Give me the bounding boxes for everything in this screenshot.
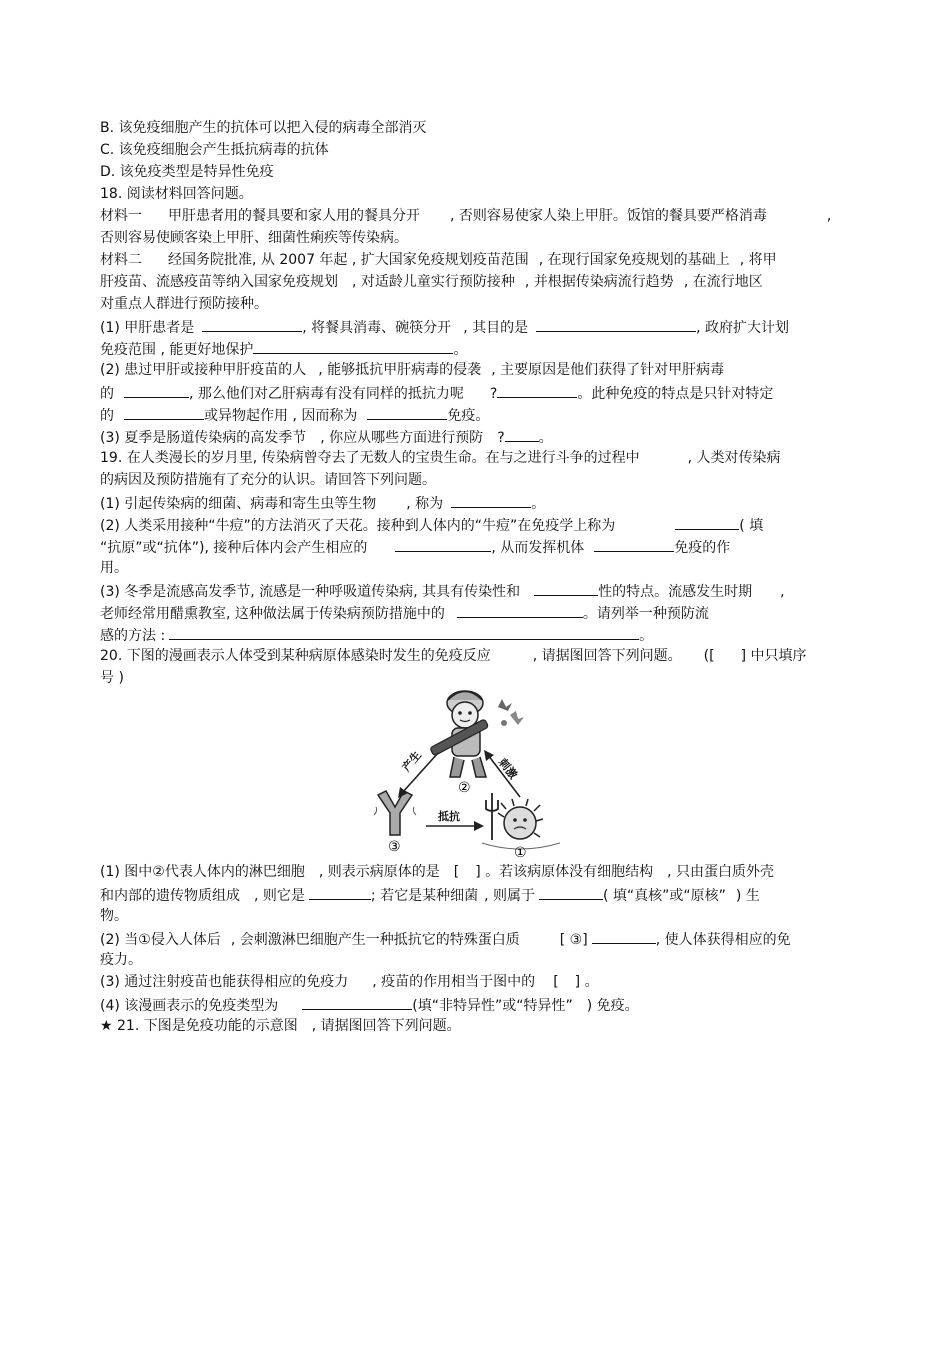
q18-1-line-1: (1) 甲肝患者是 , 将餐具消毒、碗筷分开 , 其目的是 , 政府扩大计划 [100, 316, 850, 338]
q18-2-line-2: 的 , 那么他们对乙肝病毒有没有同样的抵抗力呢 ? 。此种免疫的特点是只针对特定 [100, 382, 850, 404]
question-18-title: 18. 阅读材料回答问题。 [100, 186, 253, 202]
q19-line-1: 19. 在人类漫长的岁月里, 传染病曾夺去了无数人的宝贵生命。在与之进行斗争的过程中 , 人类对传染病 [100, 450, 781, 466]
q20-4: (4) 该漫画表示的免疫类型为 (填“非特异性”或“特异性” ) 免疫。 [100, 994, 850, 1016]
q19-3-line-1: (3) 冬季是流感高发季节, 流感是一种呼吸道传染病, 其具有传染性和 性的特点。流感发生时期 , [100, 580, 850, 602]
answer-blank[interactable] [302, 994, 412, 1010]
q20-2-line-2: 疫力。 [100, 952, 142, 968]
answer-blank[interactable] [124, 404, 204, 420]
q19-2-line-3: 用。 [100, 560, 128, 576]
material-1-line-1: 材料一 甲肝患者用的餐具要和家人用的餐具分开 , 否则容易使家人染上甲肝。饭馆的餐具要严格消毒 , [100, 208, 832, 224]
q20-3: (3) 通过注射疫苗也能获得相应的免疫力 , 疫苗的作用相当于图中的 [ ] 。 [100, 974, 599, 990]
q19-2-line-1: (2) 人类采用接种“牛痘”的方法消灭了天花。接种到人体内的“牛痘”在免疫学上称为 ( 填 [100, 514, 850, 536]
pathogen-figure [482, 793, 560, 849]
q20-2-line-1: (2) 当①侵入人体后 , 会刺激淋巴细胞产生一种抵抗它的特殊蛋白质 [ ③] , 使人体获得相应的免 [100, 928, 850, 950]
q20-1-line-3: 物。 [100, 908, 128, 924]
material-2-line-2: 肝疫苗、流感疫苗等纳入国家免疫规划 , 对适龄儿童实行预防接种 , 并根据传染病流行趋势 , 在流行地区 [100, 274, 763, 290]
answer-blank[interactable] [169, 624, 639, 640]
antibody-figure [374, 791, 416, 835]
label-stimulate: 刺激 [495, 756, 520, 782]
number-3: ③ [388, 839, 401, 855]
q20-1-line-2: 和内部的遗传物质组成 , 则它是 ; 若它是某种细菌 , 则属于 ( 填“真核”或“原核” ) 生 [100, 884, 850, 906]
q18-1-line-2: 免疫范围 , 能更好地保护 。 [100, 338, 850, 360]
material-2-line-3: 对重点人群进行预防接种。 [100, 296, 268, 312]
q21: ★ 21. 下图是免疫功能的示意图 , 请据图回答下列问题。 [100, 1018, 461, 1034]
option-c: C. 该免疫细胞会产生抵抗病毒的抗体 [100, 142, 329, 158]
q19-1: (1) 引起传染病的细菌、病毒和寄生虫等生物 , 称为 。 [100, 492, 850, 514]
label-produce: 产生 [399, 748, 424, 774]
answer-blank[interactable] [592, 928, 656, 944]
answer-blank[interactable] [497, 382, 577, 398]
q19-2-line-2: “抗原”或“抗体”), 接种后体内会产生相应的 , 从而发挥机体 免疫的作 [100, 536, 850, 558]
answer-blank[interactable] [594, 536, 674, 552]
q20-1-line-1: (1) 图中②代表人体内的淋巴细胞 , 则表示病原体的是 [ ] 。若该病原体没有细胞结构 , 只由蛋白质外壳 [100, 864, 775, 880]
answer-blank[interactable] [202, 316, 302, 332]
answer-blank[interactable] [457, 602, 583, 618]
q19-line-2: 的病因及预防措施有了充分的认识。请回答下列问题。 [100, 472, 436, 488]
q20-line-1: 20. 下图的漫画表示人体受到某种病原体感染时发生的免疫反应 , 请据图回答下列问题。 ([ ] 中只填序 [100, 648, 807, 664]
answer-blank[interactable] [534, 580, 598, 596]
q18-2-line-3: 的 或异物起作用 , 因而称为 免疫。 [100, 404, 850, 426]
q20-line-2: 号 ) [100, 670, 124, 686]
answer-blank[interactable] [367, 404, 447, 420]
label-resist: 抵抗 [438, 810, 460, 823]
q19-3-line-3: 感的方法 : 。 [100, 624, 850, 646]
cartoon-svg [370, 685, 585, 860]
answer-blank[interactable] [675, 514, 739, 530]
immune-response-cartoon [370, 685, 585, 860]
q19-3-line-2: 老师经常用醋熏教室, 这种做法属于传染病预防措施中的 。请列举一种预防流 [100, 602, 850, 624]
option-b: B. 该免疫细胞产生的抗体可以把入侵的病毒全部消灭 [100, 120, 427, 136]
answer-blank[interactable] [451, 492, 531, 508]
answer-blank[interactable] [536, 316, 696, 332]
q18-3: (3) 夏季是肠道传染病的高发季节 , 你应从哪些方面进行预防 ? 。 [100, 426, 850, 448]
answer-blank[interactable] [539, 884, 603, 900]
material-2-line-1: 材料二 经国务院批准, 从 2007 年起 , 扩大国家免疫规划疫苗范围 , 在现行国家免疫规划的基础上 , 将甲 [100, 252, 777, 268]
number-1: ① [514, 845, 527, 860]
answer-blank[interactable] [124, 382, 189, 398]
answer-blank[interactable] [505, 426, 539, 442]
option-d: D. 该免疫类型是特异性免疫 [100, 164, 274, 180]
q18-2-line-1: (2) 患过甲肝或接种甲肝疫苗的人 , 能够抵抗甲肝病毒的侵袭 , 主要原因是他们获得了针对甲肝病毒 [100, 362, 725, 378]
material-1-line-2: 否则容易使顾客染上甲肝、细菌性痢疾等传染病。 [100, 230, 408, 246]
answer-blank[interactable] [395, 536, 491, 552]
answer-blank[interactable] [309, 884, 371, 900]
number-2: ② [458, 780, 471, 796]
answer-blank[interactable] [253, 338, 453, 354]
